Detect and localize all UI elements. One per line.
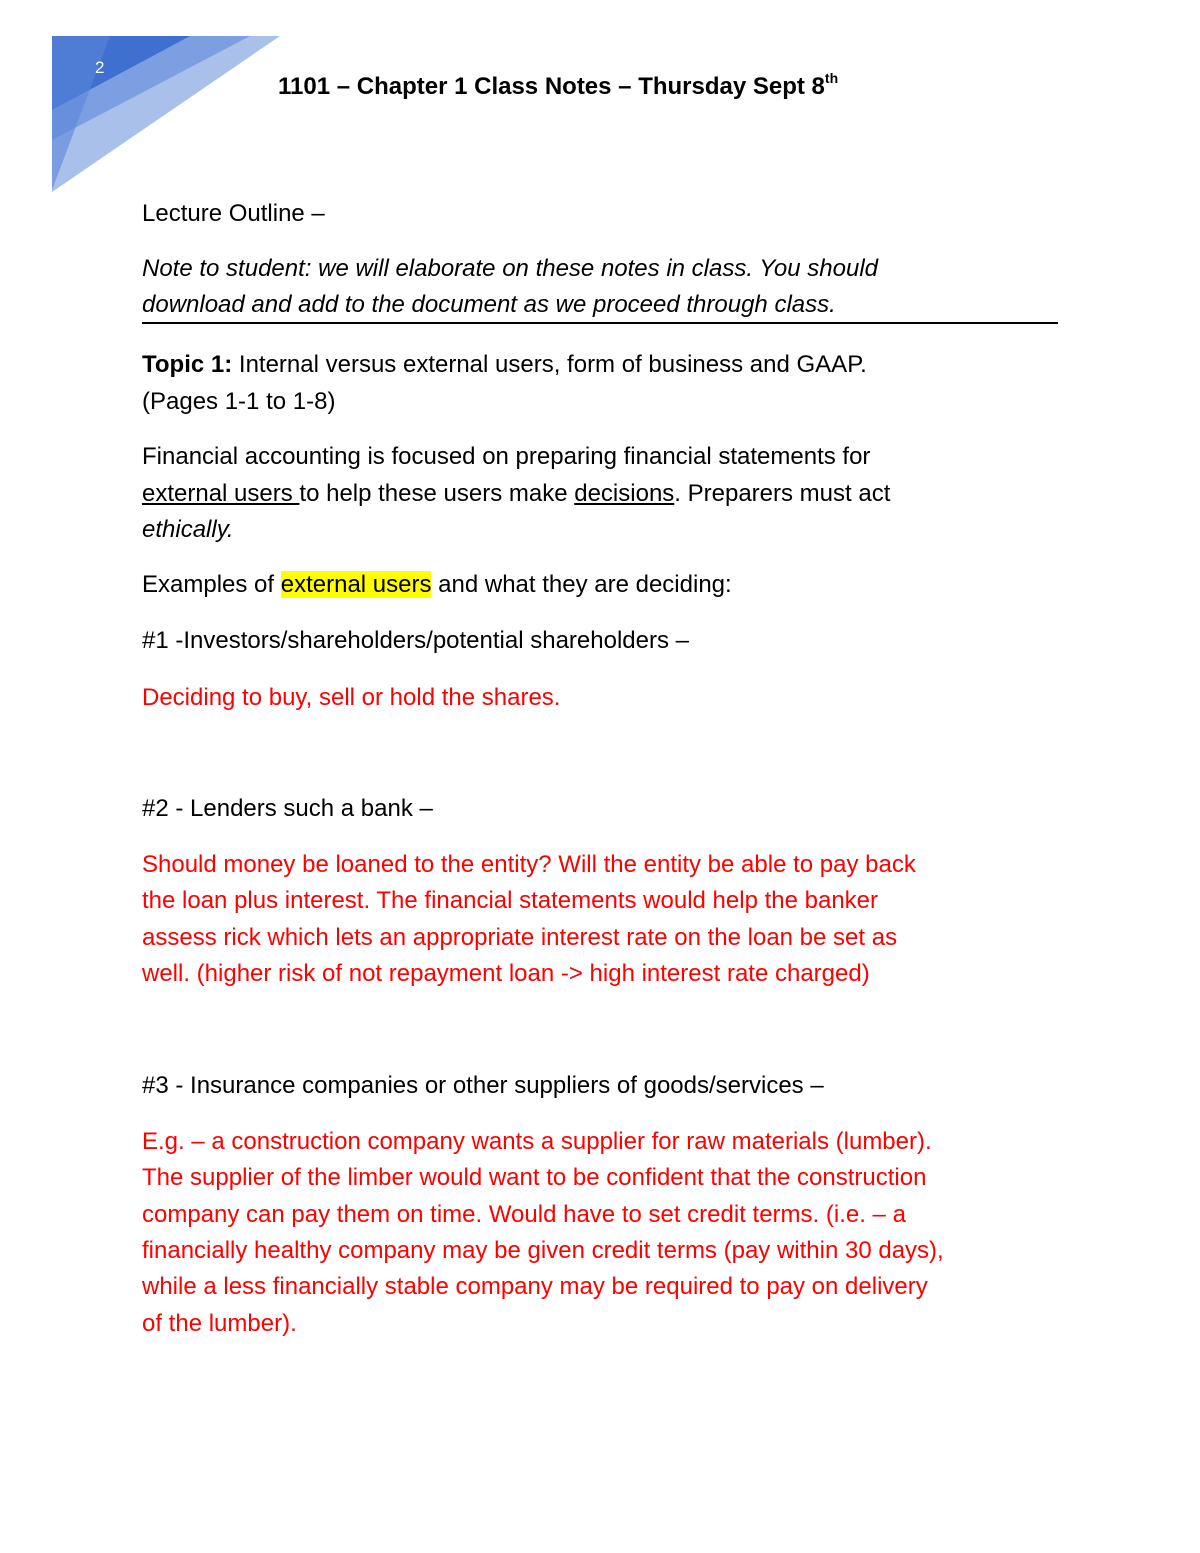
item2-answer-line: Should money be loaned to the entity? Will the entity be able to pay back: [142, 851, 916, 878]
examples-text: Examples of: [142, 571, 281, 598]
item3-answer-line: while a less financially stable company may be required to pay on delivery: [142, 1273, 928, 1300]
intro-line-2-text: to help these users make: [299, 480, 575, 507]
note-line-1: Note to student: we will elaborate on these notes in class. You should: [142, 255, 879, 282]
topic-label: Topic 1:: [142, 351, 233, 378]
topic-pages: (Pages 1-1 to 1-8): [142, 388, 336, 415]
page-number: 2: [95, 58, 105, 77]
item2-answer-line: well. (higher risk of not repayment loan -> high interest rate charged): [142, 960, 870, 987]
divider-rule: [142, 322, 1058, 324]
intro-line-3: ethically.: [142, 516, 234, 543]
title-text: 1101 – Chapter 1 Class Notes – Thursday Sept 8: [278, 73, 825, 100]
lecture-outline-heading: Lecture Outline –: [142, 200, 325, 227]
examples-line: [142, 567, 732, 604]
intro-line-1: Financial accounting is focused on preparing financial statements for: [142, 443, 871, 470]
topic-text: Internal versus external users, form of business and GAAP.: [232, 351, 867, 378]
item3-answer-line: company can pay them on time. Would have to set credit terms. (i.e. – a: [142, 1201, 906, 1228]
item3-answer-line: of the lumber).: [142, 1310, 297, 1337]
external-users-underlined: external users: [142, 480, 300, 507]
decisions-underlined: decisions: [574, 480, 675, 507]
item2-heading: #2 - Lenders such a bank –: [142, 795, 433, 822]
item3-answer-line: The supplier of the limber would want to be confident that the construction: [142, 1164, 927, 1191]
examples-text-end: and what they are deciding:: [431, 571, 732, 598]
item3-answer-line: E.g. – a construction company wants a supplier for raw materials (lumber).: [142, 1128, 932, 1155]
item1-answer: Deciding to buy, sell or hold the shares.: [142, 684, 561, 711]
intro-line-2: [142, 476, 890, 513]
note-line-2: download and add to the document as we proceed through class.: [142, 291, 836, 318]
item1-heading: #1 -Investors/shareholders/potential shareholders –: [142, 627, 689, 654]
external-users-highlight: external users: [280, 571, 432, 598]
topic-line: [142, 347, 867, 384]
intro-line-2-end: . Preparers must act: [674, 480, 891, 507]
item2-answer-line: assess rick which lets an appropriate interest rate on the loan be set as: [142, 924, 898, 951]
page-title: [278, 70, 838, 101]
item3-heading: #3 - Insurance companies or other suppliers of goods/services –: [142, 1072, 824, 1099]
item3-answer-line: financially healthy company may be given credit terms (pay within 30 days),: [142, 1237, 944, 1264]
title-superscript: th: [824, 70, 839, 86]
item2-answer-line: the loan plus interest. The financial statements would help the banker: [142, 887, 879, 914]
page-corner-decoration: [0, 0, 290, 200]
